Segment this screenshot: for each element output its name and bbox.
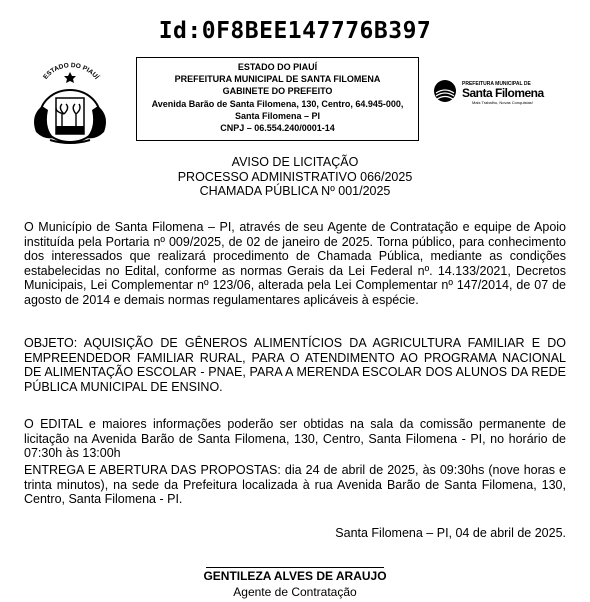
header-office: GABINETE DO PREFEITO — [222, 86, 333, 97]
object-paragraph: OBJETO: AQUISIÇÃO DE GÊNEROS ALIMENTÍCIOS DA AGRICULTURA FAMILIAR E DO EMPREENDEDOR FAMILIAR RURAL, PARA O ATENDIMENTO AO PROGRAMA NACIONAL DE ALIMENTAÇÃO ESCOLAR - PNAE, PARA A MERENDA ESCOLAR DOS ALUNOS DA REDE PÚBLICA MUNICIPAL DE ENSINO. — [24, 336, 566, 394]
state-coat-of-arms-seal — [20, 58, 120, 148]
logo-line-2: Santa Filomena — [462, 86, 544, 100]
header-prefecture: PREFEITURA MUNICIPAL DE SANTA FILOMENA — [174, 74, 381, 85]
proposals-paragraph: ENTREGA E ABERTURA DAS PROPOSTAS: dia 24 de abril de 2025, às 09:30hs (nove horas e trinta minutos), na sede da Prefeitura localizada à rua Avenida Barão de Santa Filomena, 130, Centro, Santa Filomena - PI. — [24, 463, 566, 507]
signatory-role: Agente de Contratação — [233, 585, 357, 599]
header-cnpj: CNPJ – 06.554.240/0001-14 — [220, 123, 335, 134]
place-date-line: Santa Filomena – PI, 04 de abril de 2025. — [335, 526, 566, 540]
notice-title-line-1: AVISO DE LICITAÇÃO — [231, 155, 359, 169]
logo-line-1: PREFEITURA MUNICIPAL DE — [462, 81, 531, 87]
document-id: Id:0F8BEE147776B397 — [158, 18, 432, 44]
edital-info-paragraph: O EDITAL e maiores informações poderão ser obtidas na sala da comissão permanente de licitação na Avenida Barão de Santa Filomena, 130, Centro, Santa Filomena - PI, no horário de 07:30h às 13:00h — [24, 417, 566, 461]
logo-line-3: Mais Trabalho, Novas Conquistas! — [472, 100, 533, 105]
prefecture-logo — [432, 76, 572, 110]
signatory-name: GENTILEZA ALVES DE ARAUJO — [203, 569, 387, 583]
header-address: Avenida Barão de Santa Filomena, 130, Centro, 64.945-000, — [151, 98, 404, 109]
header-city: Santa Filomena – PI — [234, 110, 321, 121]
letterhead-box — [136, 57, 419, 141]
signature-line — [206, 567, 384, 568]
header-state: ESTADO DO PIAUÍ — [237, 62, 318, 72]
notice-title-line-2: PROCESSO ADMINISTRATIVO 066/2025 — [177, 169, 413, 184]
notice-title-line-3: CHAMADA PÚBLICA Nº 001/2025 — [199, 184, 391, 198]
intro-paragraph: O Município de Santa Filomena – PI, através de seu Agente de Contratação e equipe de Apoio instituída pela Portaria nº 009/2025, de 02 de janeiro de 2025. Torna público, para conhecimento dos interessados que realizará procedimento de Chamada Pública, mediante as condições estabelecidas no Edital, conforme as normas Gerais da Lei Federal nº. 14.133/2021, Decretos Municipais, Lei Complementar nº 123/06, alterada pela Lei Complementar nº 147/2014, de 07 de agosto de 2014 e demais normas regulamentares aplicáveis à espécie. — [24, 220, 566, 307]
notice-title — [0, 155, 590, 199]
seal-caption: ESTADO DO PIAUÍ — [42, 62, 100, 81]
